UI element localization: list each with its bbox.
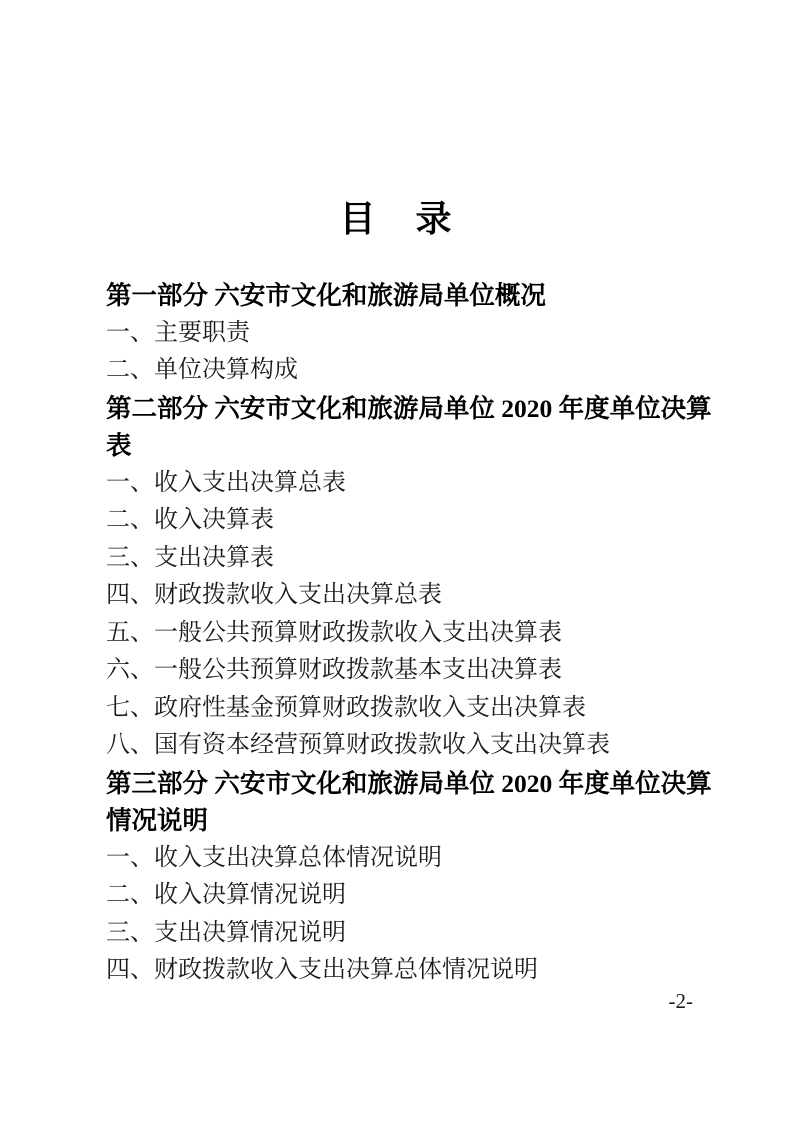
toc-heading: 第一部分 六安市文化和旅游局单位概况 — [106, 281, 546, 310]
toc-heading: 表 — [106, 431, 132, 460]
toc — [106, 277, 712, 990]
toc-heading: 情况说明 — [106, 806, 209, 835]
toc-item: 二、单位决算构成 — [106, 357, 298, 383]
toc-item: 四、财政拨款收入支出决算总体情况说明 — [106, 957, 538, 983]
toc-item: 六、一般公共预算财政拨款基本支出决算表 — [106, 657, 562, 683]
toc-item: 一、主要职责 — [106, 319, 250, 346]
page-number: -2- — [668, 989, 693, 1013]
toc-item: 二、收入决算情况说明 — [106, 882, 346, 908]
toc-item: 三、支出决算表 — [106, 544, 274, 571]
toc-heading: 第二部分 六安市文化和旅游局单位 2020 年度单位决算 — [106, 393, 712, 423]
toc-item: 八、国有资本经营预算财政拨款收入支出决算表 — [106, 732, 610, 758]
toc-item: 三、支出决算情况说明 — [106, 919, 346, 946]
toc-item: 一、收入支出决算总体情况说明 — [106, 844, 442, 871]
toc-item: 二、收入决算表 — [106, 507, 274, 533]
page-title: 目 录 — [339, 198, 454, 239]
toc-item: 五、一般公共预算财政拨款收入支出决算表 — [106, 619, 562, 646]
toc-item: 四、财政拨款收入支出决算总表 — [106, 582, 442, 608]
toc-item: 七、政府性基金预算财政拨款收入支出决算表 — [106, 694, 586, 721]
toc-item: 一、收入支出决算总表 — [106, 469, 346, 496]
toc-heading: 第三部分 六安市文化和旅游局单位 2020 年度单位决算 — [106, 768, 712, 798]
